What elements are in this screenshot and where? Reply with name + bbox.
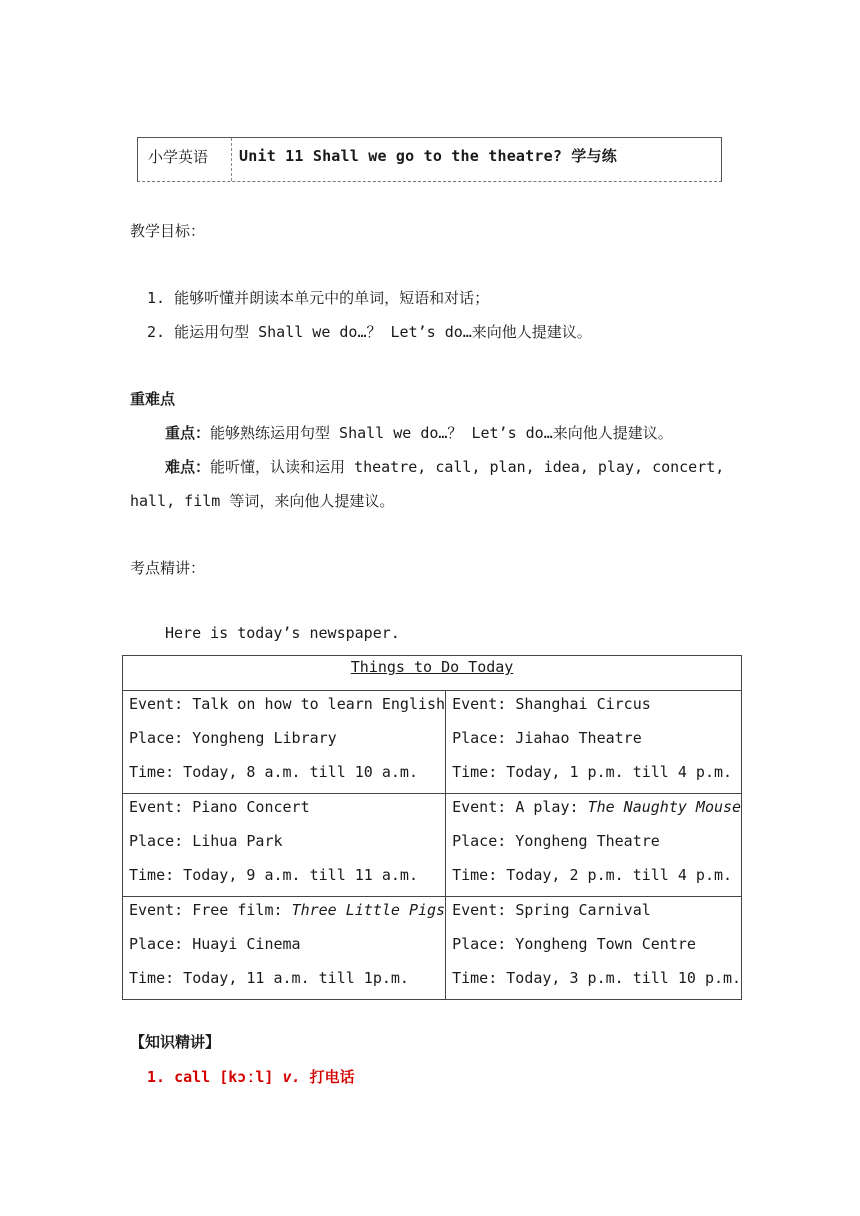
event-line: Event: A play: The Naughty Mouse — [452, 798, 742, 816]
objective-item-1: 1. 能够听懂并朗读本单元中的单词，短语和对话； — [147, 289, 490, 307]
newspaper-intro: Here is today’s newspaper. — [165, 624, 400, 642]
things-to-do-table — [122, 655, 742, 1000]
time-line: Time: Today, 9 a.m. till 11 a.m. — [129, 866, 418, 884]
place-line: Place: Huayi Cinema — [129, 935, 301, 953]
place-line: Place: Yongheng Theatre — [452, 832, 660, 850]
event-cell — [123, 794, 446, 897]
difficulty-line — [165, 456, 724, 477]
event-cell — [123, 897, 446, 1000]
key-points-heading: 重难点 — [130, 390, 176, 408]
difficulty-text-continued: hall, film 等词，来向他人提建议。 — [130, 492, 395, 510]
time-line: Time: Today, 8 a.m. till 10 a.m. — [129, 763, 418, 781]
vocab-number: 1. — [147, 1068, 166, 1086]
event-name: Spring Carnival — [515, 901, 651, 919]
table-row — [123, 691, 742, 794]
lesson-title: Unit 11 Shall we go to the theatre? 学与练 — [239, 147, 617, 165]
event-cell — [123, 691, 446, 794]
event-line: Event: Free film: Three Little Pigs — [129, 901, 446, 919]
vocab-part-of-speech: v. — [282, 1068, 301, 1086]
event-name: A play: — [515, 798, 588, 816]
place-line: Place: Yongheng Town Centre — [452, 935, 696, 953]
event-line: Event: Piano Concert — [129, 798, 310, 816]
difficulty-text: 能听懂，认读和运用 theatre, call, plan, idea, play, concert, — [210, 458, 725, 476]
event-cell — [446, 794, 742, 897]
place-line: Place: Jiahao Theatre — [452, 729, 642, 747]
table-title-cell — [123, 656, 742, 691]
event-cell — [446, 691, 742, 794]
vocab-meaning: 打电话 — [309, 1068, 355, 1086]
exam-points-heading: 考点精讲： — [130, 559, 206, 577]
event-line: Event: Spring Carnival — [452, 901, 651, 919]
focus-line — [165, 422, 673, 443]
focus-text: 能够熟练运用句型 Shall we do…？ Let’s do…来向他人提建议。 — [210, 424, 673, 442]
event-cell — [446, 897, 742, 1000]
subject-label: 小学英语 — [138, 138, 232, 181]
vocab-phonetic: [kɔːl] — [219, 1068, 274, 1086]
focus-label: 重点： — [165, 424, 211, 442]
event-name: Talk on how to learn English — [192, 695, 446, 713]
table-title: Things to Do Today — [350, 658, 514, 676]
time-line: Time: Today, 1 p.m. till 4 p.m. — [452, 763, 733, 781]
vocab-word: call — [174, 1068, 211, 1086]
place-line: Place: Yongheng Library — [129, 729, 337, 747]
table-row — [123, 897, 742, 1000]
place-line: Place: Lihua Park — [129, 832, 283, 850]
event-italic-title: The Naughty Mouse — [587, 798, 742, 816]
knowledge-heading: 【知识精讲】 — [130, 1033, 221, 1051]
table-row — [123, 794, 742, 897]
lesson-header — [137, 137, 722, 182]
event-line: Event: Shanghai Circus — [452, 695, 651, 713]
objectives-heading: 教学目标： — [130, 222, 206, 240]
event-name: Piano Concert — [192, 798, 310, 816]
event-name: Shanghai Circus — [515, 695, 651, 713]
event-italic-title: Three Little Pigs — [291, 901, 446, 919]
event-line: Event: Talk on how to learn English — [129, 695, 446, 713]
vocab-item-call — [147, 1066, 355, 1087]
objective-item-2: 2. 能运用句型 Shall we do…？ Let’s do…来向他人提建议。 — [147, 323, 592, 341]
time-line: Time: Today, 2 p.m. till 4 p.m. — [452, 866, 733, 884]
time-line: Time: Today, 3 p.m. till 10 p.m. — [452, 969, 742, 987]
difficulty-label: 难点： — [165, 458, 211, 476]
event-name: Free film: — [192, 901, 292, 919]
time-line: Time: Today, 11 a.m. till 1p.m. — [129, 969, 409, 987]
